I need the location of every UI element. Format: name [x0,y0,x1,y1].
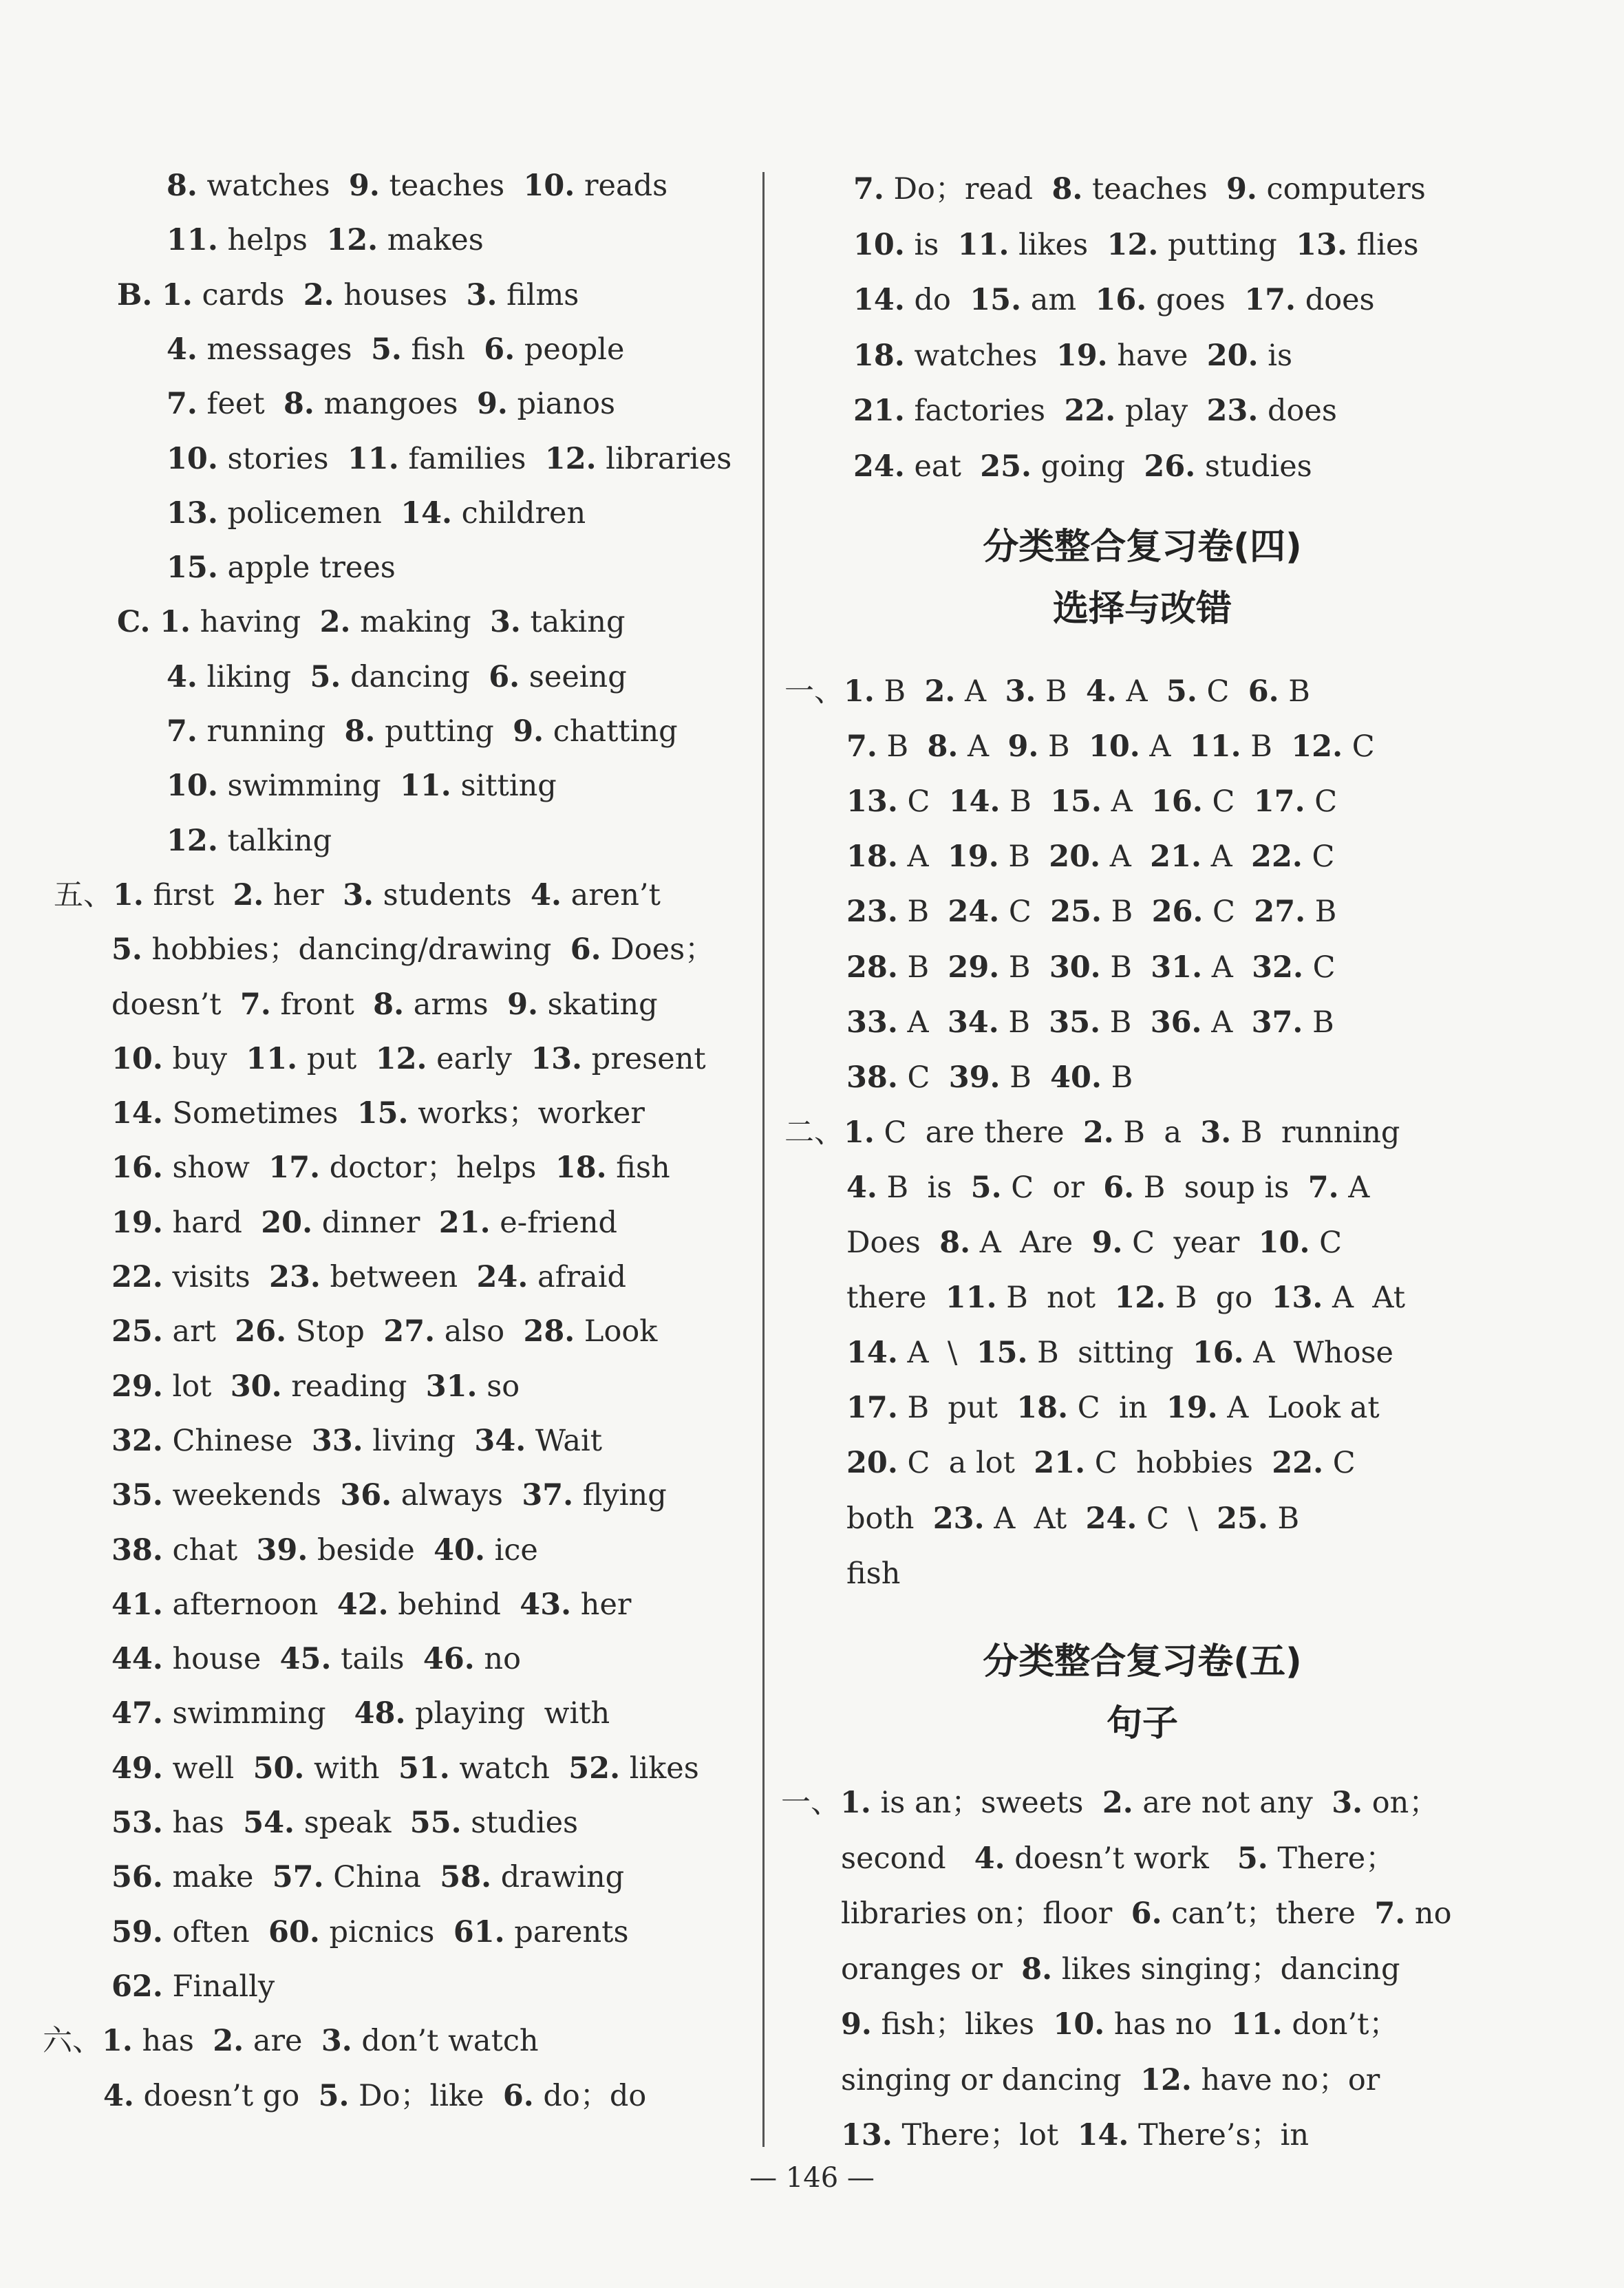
answer-line: 二、1. C are there 2. B a 3. B running [784,1115,1400,1150]
answer-line: 14. Sometimes 15. works；worker [111,1096,645,1131]
answer-line: 20. C a lot 21. C hobbies 22. C [846,1446,1356,1481]
column-divider [762,172,765,2147]
answer-line: 38. C 39. B 40. B [846,1060,1133,1095]
answer-line: 10. buy 11. put 12. early 13. present [111,1041,706,1076]
answer-line: 32. Chinese 33. living 34. Wait [111,1423,603,1458]
answer-line: C. 1. having 2. making 3. taking [117,605,626,640]
answer-line: 18. watches 19. have 20. is [853,338,1293,373]
answer-line: fish [846,1556,901,1591]
answer-line: 一、1. is an；sweets 2. are not any 3. on； [781,1786,1439,1820]
answer-line: 49. well 50. with 51. watch 52. likes [111,1751,699,1786]
answer-line: libraries on；floor 6. can’t；there 7. no [841,1896,1452,1931]
answer-line: 35. weekends 36. always 37. flying [111,1478,667,1513]
answer-line: there 11. B not 12. B go 13. A At [846,1281,1406,1316]
answer-line: 19. hard 20. dinner 21. e-friend [111,1205,618,1240]
answer-line: 4. messages 5. fish 6. people [167,332,625,367]
section4-title: 分类整合复习卷(四) [983,526,1302,568]
answer-line: 33. A 34. B 35. B 36. A 37. B [846,1005,1334,1040]
answer-line: 23. B 24. C 25. B 26. C 27. B [846,895,1337,930]
answer-line: 13. policemen 14. children [167,495,586,531]
answer-line: 21. factories 22. play 23. does [853,394,1337,428]
answer-line: 38. chat 39. beside 40. ice [111,1532,538,1568]
answer-line: 18. A 19. B 20. A 21. A 22. C [846,840,1335,875]
answer-line: 六、1. has 2. are 3. don’t watch [43,2024,539,2059]
answer-line: 29. lot 30. reading 31. so [111,1369,520,1404]
answer-line: 一、1. B 2. A 3. B 4. A 5. C 6. B [784,674,1310,709]
answer-line: 17. B put 18. C in 19. A Look at [846,1391,1380,1426]
answer-line: 13. C 14. B 15. A 16. C 17. C [846,784,1338,820]
answer-line: 47. swimming 48. playing with [111,1696,610,1731]
answer-line: 12. talking [167,823,332,858]
answer-line: 14. A \ 15. B sitting 16. A Whose [846,1336,1393,1371]
section5-title: 分类整合复习卷(五) [983,1641,1302,1682]
answer-line: second 4. doesn’t work 5. There； [841,1841,1396,1876]
answer-line: 10. stories 11. families 12. libraries [167,441,732,476]
answer-line: 五、1. first 2. her 3. students 4. aren’t [54,877,661,912]
answer-line: 14. do 15. am 16. goes 17. does [853,283,1375,317]
answer-line: 4. B is 5. C or 6. B soup is 7. A [846,1170,1370,1205]
answer-line: 10. is 11. likes 12. putting 13. flies [853,227,1419,262]
answer-line: 7. feet 8. mangoes 9. pianos [167,387,616,422]
answer-line: 28. B 29. B 30. B 31. A 32. C [846,950,1336,985]
answer-line: 53. has 54. speak 55. studies [111,1806,579,1840]
answer-line: doesn’t 7. front 8. arms 9. skating [111,987,658,1022]
answer-line: 62. Finally [111,1969,275,2004]
answer-line: 16. show 17. doctor；helps 18. fish [111,1151,670,1186]
page-number: — 146 — [749,2162,875,2194]
answer-line: singing or dancing 12. have no；or [841,2062,1380,2097]
answer-line: 10. swimming 11. sitting [167,769,557,804]
answer-line: both 23. A At 24. C \ 25. B [846,1501,1300,1536]
section5-subtitle: 句子 [1106,1703,1178,1744]
answer-line: 25. art 26. Stop 27. also 28. Look [111,1314,658,1349]
answer-line: 7. running 8. putting 9. chatting [167,714,678,749]
answer-line: 41. afternoon 42. behind 43. her [111,1587,632,1622]
answer-line: 56. make 57. China 58. drawing [111,1860,625,1895]
answer-line: 4. doesn’t go 5. Do；like 6. do；do [103,2078,647,2113]
answer-line: 59. often 60. picnics 61. parents [111,1914,629,1949]
answer-line: 7. B 8. A 9. B 10. A 11. B 12. C [846,729,1375,765]
answer-line: 8. watches 9. teaches 10. reads [167,169,668,203]
answer-line: 15. apple trees [167,550,396,586]
answer-line: 7. Do；read 8. teaches 9. computers [853,172,1426,206]
answer-line: B. 1. cards 2. houses 3. films [117,277,579,312]
answer-line: oranges or 8. likes singing；dancing [841,1952,1400,1987]
answer-line: 44. house 45. tails 46. no [111,1642,521,1677]
answer-line: 5. hobbies；dancing/drawing 6. Does； [111,932,715,967]
answer-line: 11. helps 12. makes [167,223,484,258]
answer-line: 13. There；lot 14. There’s；in [841,2118,1310,2152]
answer-line: Does 8. A Are 9. C year 10. C [846,1226,1343,1260]
answer-line: 22. visits 23. between 24. afraid [111,1260,627,1294]
answer-line: 9. fish；likes 10. has no 11. don’t； [841,2007,1399,2042]
answer-line: 24. eat 25. going 26. studies [853,449,1312,484]
section4-subtitle: 选择与改错 [1052,588,1232,630]
answer-line: 4. liking 5. dancing 6. seeing [167,659,627,694]
